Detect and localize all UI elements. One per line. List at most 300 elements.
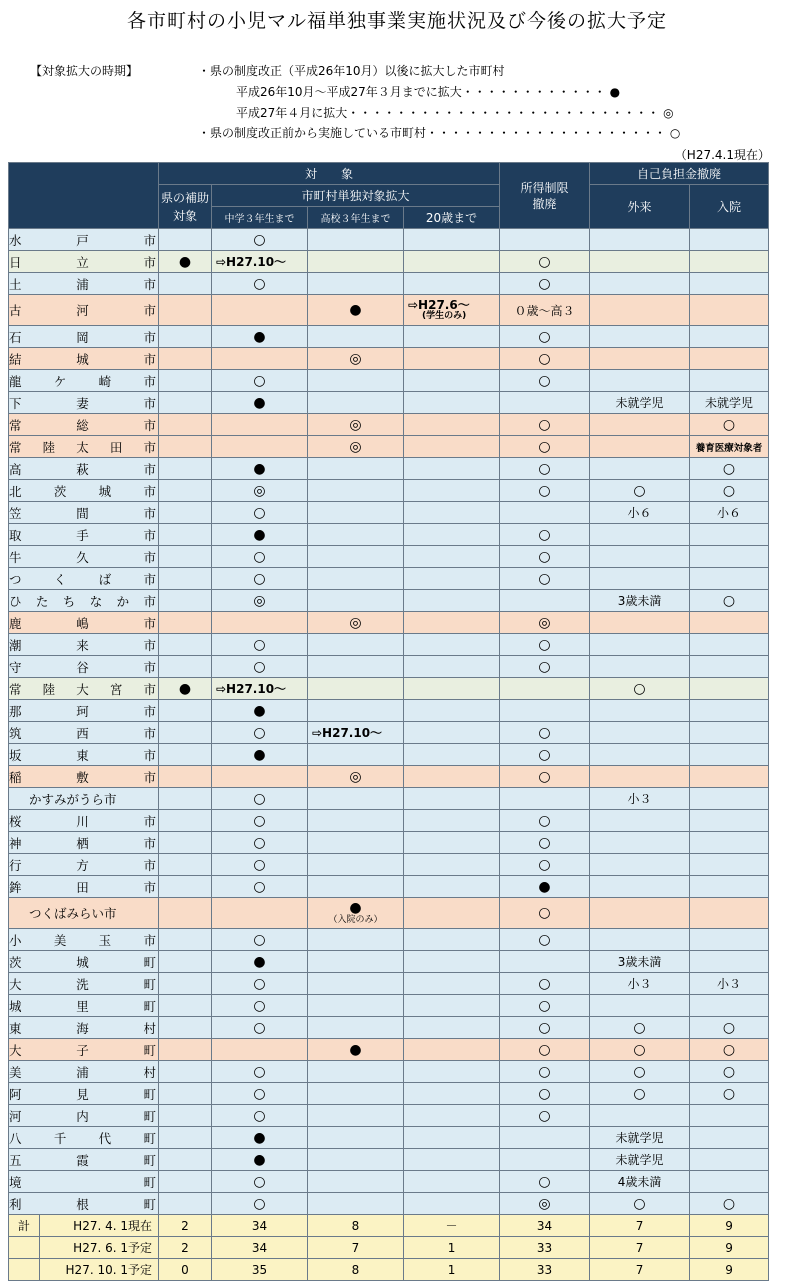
- status-cell: [308, 568, 404, 590]
- status-cell: [159, 1193, 212, 1215]
- totals-label: 計: [9, 1215, 40, 1236]
- header-gairai: 外来: [590, 185, 690, 229]
- status-cell: [690, 458, 769, 480]
- municipality-name: 利根町: [9, 1193, 159, 1215]
- header-taisho: 対 象: [159, 163, 500, 185]
- status-cell: [159, 634, 212, 656]
- status-cell: [212, 590, 308, 612]
- municipality-name: 牛久市: [9, 546, 159, 568]
- status-cell: [404, 326, 500, 348]
- status-cell: [159, 480, 212, 502]
- table-row: [9, 832, 769, 854]
- status-cell: [690, 229, 769, 251]
- municipality-name: つくば市: [9, 568, 159, 590]
- status-cell: [212, 1105, 308, 1127]
- status-cell: [159, 524, 212, 546]
- municipality-name: 神栖市: [9, 832, 159, 854]
- cell-value: ○: [253, 275, 266, 292]
- status-cell: [159, 854, 212, 876]
- status-cell: [212, 634, 308, 656]
- municipality-name: 城里町: [9, 995, 159, 1017]
- cell-value: ●: [253, 394, 266, 411]
- cell-value: ○: [538, 275, 551, 292]
- status-cell: [500, 1039, 590, 1061]
- status-cell: [500, 392, 590, 414]
- status-cell: [690, 348, 769, 370]
- status-cell: [404, 722, 500, 744]
- status-cell: [308, 524, 404, 546]
- cell-value: ○: [253, 1063, 266, 1080]
- status-cell: [159, 273, 212, 295]
- status-cell: [212, 348, 308, 370]
- cell-value: ○: [538, 636, 551, 653]
- status-cell: [159, 744, 212, 766]
- status-cell: [308, 590, 404, 612]
- status-cell: [159, 436, 212, 458]
- table-row: [9, 273, 769, 295]
- cell-value: ⇨H27.10～: [216, 682, 287, 696]
- cell-value: 3歳未満: [617, 955, 662, 969]
- status-cell: [212, 898, 308, 929]
- status-cell: [212, 392, 308, 414]
- cell-value: ◎: [349, 350, 362, 367]
- cell-value: ○: [538, 548, 551, 565]
- municipality-name: 高萩市: [9, 458, 159, 480]
- cell-value: ●: [349, 302, 362, 318]
- totals-value: 34: [212, 1237, 308, 1259]
- cell-value: ●: [253, 526, 266, 543]
- cell-value: ●: [538, 878, 551, 895]
- totals-first-col: [9, 1215, 159, 1237]
- table-body: [9, 229, 769, 1281]
- cell-value: ○: [538, 416, 551, 433]
- status-cell: [500, 722, 590, 744]
- status-cell: [590, 273, 690, 295]
- status-cell: [690, 1105, 769, 1127]
- table-row: [9, 700, 769, 722]
- cell-value: 養育医療対象者: [695, 442, 763, 454]
- status-cell: [212, 436, 308, 458]
- status-cell: [212, 1127, 308, 1149]
- cell-value: ○: [253, 724, 266, 741]
- cell-value: ○: [538, 724, 551, 741]
- status-cell: [690, 1061, 769, 1083]
- status-cell: [690, 1149, 769, 1171]
- status-cell: [308, 722, 404, 744]
- status-cell: [212, 295, 308, 326]
- status-cell: [308, 876, 404, 898]
- cell-value: ○: [722, 1085, 736, 1102]
- municipality-name: 美浦村: [9, 1061, 159, 1083]
- municipality-name: かすみがうら市: [9, 788, 159, 810]
- status-cell: [690, 524, 769, 546]
- cell-value: ○: [538, 253, 551, 270]
- legend-line-3: 平成27年４月に拡大・・・・・・・・・・・・・・・・・・・・・・・・・・ ◎: [236, 106, 674, 120]
- status-cell: [404, 744, 500, 766]
- status-cell: [159, 229, 212, 251]
- table-row: [9, 229, 769, 251]
- totals-value: 9: [690, 1215, 769, 1237]
- table-row: [9, 370, 769, 392]
- status-cell: [212, 1171, 308, 1193]
- cell-note: （入院のみ）: [328, 914, 383, 925]
- status-cell: [212, 414, 308, 436]
- status-cell: [212, 326, 308, 348]
- municipality-name: 石岡市: [9, 326, 159, 348]
- legend-line-4: ・県の制度改正前から実施している市町村・・・・・・・・・・・・・・・・・・・・ ○: [198, 126, 681, 140]
- cell-value: ○: [253, 504, 266, 521]
- status-cell: [690, 898, 769, 929]
- municipality-name: 結城市: [9, 348, 159, 370]
- cell-value: ○: [722, 1019, 736, 1036]
- status-cell: [404, 832, 500, 854]
- status-cell: [500, 348, 590, 370]
- status-cell: [500, 1061, 590, 1083]
- status-cell: [590, 929, 690, 951]
- status-cell: [690, 951, 769, 973]
- status-cell: [308, 832, 404, 854]
- cell-value: ○: [253, 1019, 266, 1036]
- table-row: [9, 436, 769, 458]
- status-cell: [500, 568, 590, 590]
- status-cell: [590, 898, 690, 929]
- status-cell: [404, 973, 500, 995]
- municipality-name: 那珂市: [9, 700, 159, 722]
- status-cell: [404, 1149, 500, 1171]
- status-cell: [690, 995, 769, 1017]
- table-row: [9, 392, 769, 414]
- status-cell: [500, 678, 590, 700]
- totals-date-label: [9, 1259, 159, 1281]
- table-row: [9, 722, 769, 744]
- cell-value: ●: [253, 746, 266, 763]
- status-cell: [159, 590, 212, 612]
- status-cell: [212, 1039, 308, 1061]
- status-cell: [159, 348, 212, 370]
- table-row: [9, 348, 769, 370]
- status-cell: [159, 458, 212, 480]
- status-cell: [212, 929, 308, 951]
- totals-row: [9, 1259, 769, 1281]
- cell-value: ◎: [253, 592, 266, 609]
- status-cell: [590, 744, 690, 766]
- status-cell: [159, 766, 212, 788]
- totals-value: 9: [690, 1259, 769, 1281]
- totals-value: －: [404, 1215, 500, 1237]
- status-cell: [308, 854, 404, 876]
- status-cell: [404, 1127, 500, 1149]
- table-row: [9, 788, 769, 810]
- status-cell: [404, 546, 500, 568]
- table-row: [9, 612, 769, 634]
- status-cell: [590, 1083, 690, 1105]
- cell-value: ○: [538, 1107, 551, 1124]
- municipality-name: 鹿嶋市: [9, 612, 159, 634]
- status-cell: [212, 832, 308, 854]
- totals-value: 7: [308, 1237, 404, 1259]
- status-cell: [308, 251, 404, 273]
- table-row: [9, 1017, 769, 1039]
- table-row: [9, 995, 769, 1017]
- status-cell: [404, 951, 500, 973]
- status-cell: [308, 1193, 404, 1215]
- status-cell: [590, 1017, 690, 1039]
- cell-value: ○: [253, 834, 266, 851]
- table-row: [9, 1061, 769, 1083]
- status-cell: [308, 634, 404, 656]
- status-cell: [590, 1193, 690, 1215]
- status-cell: [308, 295, 404, 326]
- status-cell: [159, 929, 212, 951]
- status-cell: [212, 229, 308, 251]
- totals-value: 0: [159, 1259, 212, 1281]
- cell-value: 未就学児: [615, 396, 664, 410]
- header-nyuin: 入院: [690, 185, 769, 229]
- status-cell: [590, 295, 690, 326]
- municipality-name: 八千代町: [9, 1127, 159, 1149]
- municipality-name: 常総市: [9, 414, 159, 436]
- status-cell: [500, 656, 590, 678]
- status-cell: [404, 876, 500, 898]
- status-cell: [212, 524, 308, 546]
- status-cell: [212, 995, 308, 1017]
- cell-value: ○: [253, 636, 266, 653]
- cell-value: ○: [633, 1063, 646, 1080]
- totals-date-label: H27. 6. 1予定: [73, 1241, 152, 1255]
- cell-value: ○: [538, 372, 551, 389]
- cell-value: ○: [253, 812, 266, 829]
- status-cell: [590, 788, 690, 810]
- status-cell: [404, 766, 500, 788]
- cell-value: ●: [349, 899, 362, 916]
- cell-value: ○: [253, 1195, 266, 1212]
- status-cell: [404, 1193, 500, 1215]
- table-row: [9, 1127, 769, 1149]
- status-cell: [212, 973, 308, 995]
- as-of-date: （H27.4.1現在）: [674, 148, 770, 162]
- page-title: 各市町村の小児マル福単独事業実施状況及び今後の拡大予定: [126, 10, 667, 32]
- header-city-expand: 市町村単独対象拡大: [212, 185, 500, 207]
- totals-label-spacer: [9, 1237, 40, 1258]
- status-cell: [159, 612, 212, 634]
- status-cell: [500, 612, 590, 634]
- municipality-name: 北茨城市: [9, 480, 159, 502]
- table-row: [9, 295, 769, 326]
- municipality-name: 古河市: [9, 295, 159, 326]
- cell-value: ○: [538, 1041, 551, 1058]
- status-cell: [212, 766, 308, 788]
- table-row: [9, 1171, 769, 1193]
- status-cell: [590, 524, 690, 546]
- status-cell: [690, 590, 769, 612]
- status-cell: [404, 898, 500, 929]
- table-row: [9, 678, 769, 700]
- municipality-name: 日立市: [9, 251, 159, 273]
- status-cell: [404, 273, 500, 295]
- cell-value: ○: [538, 1063, 551, 1080]
- cell-value: ○: [722, 482, 736, 499]
- status-cell: [690, 480, 769, 502]
- status-cell: [500, 766, 590, 788]
- status-cell: [500, 810, 590, 832]
- totals-value: 8: [308, 1259, 404, 1281]
- status-cell: [500, 229, 590, 251]
- cell-value: ◎: [538, 614, 551, 631]
- table-row: [9, 524, 769, 546]
- cell-value: ◎: [349, 614, 362, 631]
- table-row: [9, 1105, 769, 1127]
- status-cell: [212, 251, 308, 273]
- municipality-name: 潮来市: [9, 634, 159, 656]
- municipality-name: 五霞町: [9, 1149, 159, 1171]
- status-cell: [159, 898, 212, 929]
- table-row: [9, 973, 769, 995]
- status-cell: [590, 656, 690, 678]
- cell-value: ○: [253, 856, 266, 873]
- status-cell: [500, 832, 590, 854]
- cell-value: ◎: [349, 768, 362, 785]
- status-cell: [212, 546, 308, 568]
- status-cell: [308, 1105, 404, 1127]
- header-jiko: 自己負担金撤廃: [590, 163, 769, 185]
- status-cell: [212, 1149, 308, 1171]
- status-cell: [404, 524, 500, 546]
- legend-line-2: 平成26年10月～平成27年３月までに拡大・・・・・・・・・・・・ ●: [236, 85, 621, 99]
- status-cell: [590, 1105, 690, 1127]
- status-cell: [500, 251, 590, 273]
- cell-value: 3歳未満: [617, 594, 662, 608]
- cell-value: 小３: [627, 792, 652, 806]
- status-cell: [404, 1105, 500, 1127]
- status-cell: [590, 634, 690, 656]
- status-cell: [308, 973, 404, 995]
- totals-value: 9: [690, 1237, 769, 1259]
- legend-line-1: ・県の制度改正（平成26年10月）以後に拡大した市町村: [198, 64, 505, 78]
- status-cell: [590, 326, 690, 348]
- status-cell: [690, 876, 769, 898]
- status-cell: [404, 251, 500, 273]
- status-cell: [590, 590, 690, 612]
- cell-value: ○: [538, 482, 551, 499]
- cell-value: ○: [538, 905, 551, 921]
- cell-value: ○: [538, 856, 551, 873]
- cell-value: ○: [722, 1195, 736, 1212]
- totals-value: 7: [590, 1259, 690, 1281]
- status-cell: [404, 229, 500, 251]
- status-cell: [308, 898, 404, 929]
- status-cell: [690, 1039, 769, 1061]
- status-cell: [212, 568, 308, 590]
- municipality-name: 取手市: [9, 524, 159, 546]
- cell-value: 小６: [627, 506, 652, 520]
- status-cell: [308, 951, 404, 973]
- status-cell: [690, 326, 769, 348]
- cell-value: ○: [538, 746, 551, 763]
- status-cell: [212, 678, 308, 700]
- status-cell: [590, 612, 690, 634]
- status-cell: [404, 810, 500, 832]
- status-cell: [212, 480, 308, 502]
- status-cell: [590, 546, 690, 568]
- cell-value: ●: [253, 1151, 266, 1168]
- status-cell: [404, 612, 500, 634]
- cell-value: ○: [633, 1019, 646, 1036]
- cell-value: ◎: [538, 1195, 551, 1212]
- status-cell: [159, 1127, 212, 1149]
- status-cell: [212, 612, 308, 634]
- status-cell: [404, 678, 500, 700]
- cell-value: ○: [538, 1019, 551, 1036]
- table-row: [9, 810, 769, 832]
- status-cell: [404, 414, 500, 436]
- municipality-name: 土浦市: [9, 273, 159, 295]
- status-cell: [690, 700, 769, 722]
- status-cell: [159, 722, 212, 744]
- status-cell: [690, 612, 769, 634]
- status-cell: [159, 1149, 212, 1171]
- status-cell: [212, 744, 308, 766]
- status-cell: [404, 1171, 500, 1193]
- status-cell: [404, 1039, 500, 1061]
- status-cell: [159, 995, 212, 1017]
- status-cell: [500, 480, 590, 502]
- header-ko3: 高校３年生まで: [308, 207, 404, 229]
- status-cell: [590, 414, 690, 436]
- status-cell: [690, 546, 769, 568]
- status-cell: [308, 1127, 404, 1149]
- status-cell: [308, 326, 404, 348]
- cell-value: ○: [538, 834, 551, 851]
- status-table: [8, 162, 769, 1281]
- status-cell: [690, 392, 769, 414]
- status-cell: [308, 1171, 404, 1193]
- status-cell: [308, 788, 404, 810]
- cell-value: ○: [253, 1173, 266, 1190]
- cell-value: ○: [633, 1041, 646, 1058]
- status-cell: [590, 722, 690, 744]
- status-cell: [159, 788, 212, 810]
- cell-value: ●: [349, 1041, 362, 1058]
- totals-value: 2: [159, 1237, 212, 1259]
- status-cell: [690, 766, 769, 788]
- status-cell: [404, 929, 500, 951]
- status-cell: [308, 273, 404, 295]
- cell-value: ○: [538, 768, 551, 785]
- status-cell: [404, 480, 500, 502]
- cell-value: ○: [538, 931, 551, 948]
- status-cell: [590, 1039, 690, 1061]
- table-row: [9, 1193, 769, 1215]
- municipality-name: 坂東市: [9, 744, 159, 766]
- status-cell: [159, 568, 212, 590]
- status-cell: [690, 656, 769, 678]
- table-row: [9, 458, 769, 480]
- status-cell: [590, 370, 690, 392]
- municipality-name: つくばみらい市: [9, 898, 159, 929]
- cell-value: ○: [538, 350, 551, 367]
- municipality-name: 筑西市: [9, 722, 159, 744]
- table-row: [9, 1039, 769, 1061]
- cell-value: 小３: [627, 977, 652, 991]
- cell-value: ○: [722, 460, 736, 477]
- header-age20: 20歳まで: [404, 207, 500, 229]
- status-cell: [590, 1171, 690, 1193]
- table-row: [9, 326, 769, 348]
- table-row: [9, 876, 769, 898]
- status-cell: [590, 251, 690, 273]
- status-cell: [212, 788, 308, 810]
- status-cell: [212, 370, 308, 392]
